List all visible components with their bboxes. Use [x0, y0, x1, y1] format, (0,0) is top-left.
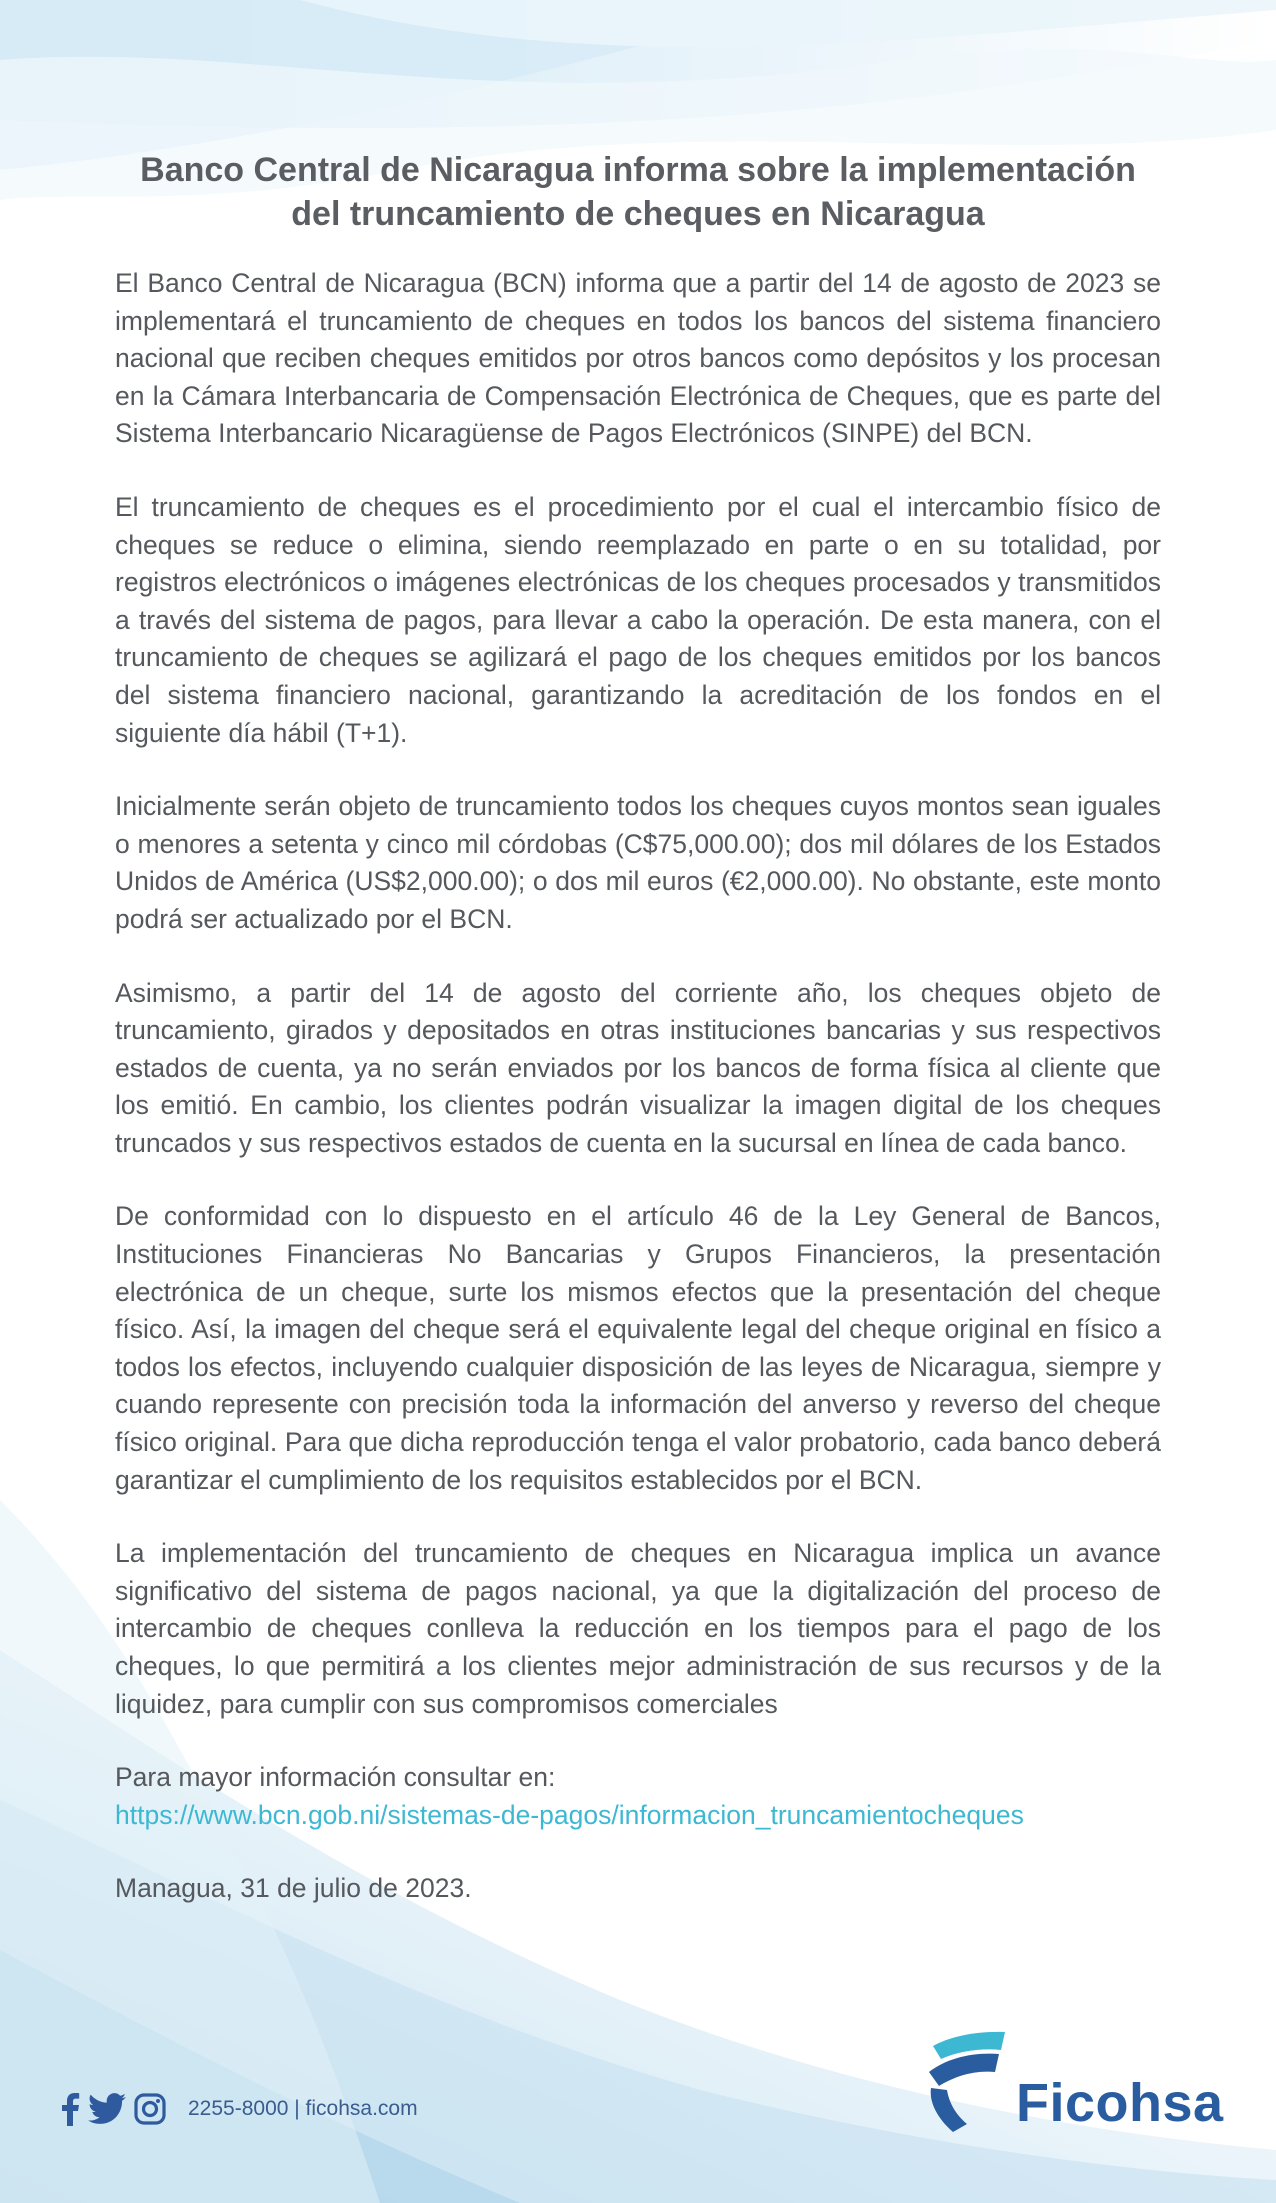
paragraph-3: Inicialmente serán objeto de truncamiento todos los cheques cuyos montos sean iguales o menores a setenta y cinco mil córdobas (C$75,000.00); dos mil dólares de los Estados Unidos de América (US$2,000.00); o dos mil euros (€2,000.00). No obstante, este monto podrá ser actualizado por el BCN. — [115, 791, 1161, 934]
ficohsa-logo — [925, 2028, 1225, 2138]
footer-social — [60, 2085, 418, 2133]
page-title — [115, 148, 1161, 236]
instagram-icon[interactable] — [134, 2093, 166, 2125]
article-body — [115, 265, 1161, 1944]
more-info — [115, 1759, 1161, 1834]
facebook-icon[interactable] — [60, 2092, 80, 2126]
brand-name: Ficohsa — [1016, 2073, 1224, 2133]
twitter-icon[interactable] — [88, 2093, 126, 2125]
ficohsa-logo-mark — [925, 2028, 1011, 2138]
paragraph-6: La implementación del truncamiento de cheques en Nicaragua implica un avance significativo del sistema de pagos nacional, ya que la digitalización del proceso de intercambio de cheques conlleva la reducción en los tiempos para el pago de los cheques, lo que permitirá a los clientes mejor administración de sus recursos y de la liquidez, para cumplir con sus compromisos comerciales — [115, 1538, 1161, 1719]
paragraph-2: El truncamiento de cheques es el procedimiento por el cual el intercambio físico de cheques se reduce o elimina, siendo reemplazado en parte o en su totalidad, por registros electrónicos o imágenes electrónicas de los cheques procesados y transmitidos a través del sistema de pagos, para llevar a cabo la operación. De esta manera, con el truncamiento de cheques se agilizará el pago de los cheques emitidos por los bancos del sistema financiero nacional, garantizando la acreditación de los fondos en el siguiente día hábil (T+1). — [115, 491, 1161, 748]
footer-contact: 2255-8000 | ficohsa.com — [188, 2097, 418, 2120]
more-info-label: Para mayor información consultar en: — [115, 1762, 556, 1793]
more-info-link[interactable]: https://www.bcn.gob.ni/sistemas-de-pagos/informacion_truncamientocheques — [115, 1799, 1024, 1830]
paragraph-5: De conformidad con lo dispuesto en el artículo 46 de la Ley General de Bancos, Instituciones Financieras No Bancarias y Grupos Financieros, la presentación electrónica de un cheque, surte los mismos efectos que la presentación del cheque físico. Así, la imagen del cheque será el equivalente legal del cheque original en físico a todos los efectos, incluyendo cualquier disposición de las leyes de Nicaragua, siempre y cuando represente con precisión toda la información del anverso y reverso del cheque físico original. Para que dicha reproducción tenga el valor probatorio, cada banco deberá garantizar el cumplimiento de los requisitos establecidos por el BCN. — [115, 1201, 1161, 1495]
title-line-2: del truncamiento de cheques en Nicaragua — [291, 195, 985, 233]
paragraph-1: El Banco Central de Nicaragua (BCN) informa que a partir del 14 de agosto de 2023 se implementará el truncamiento de cheques en todos los bancos del sistema financiero nacional que reciben cheques emitidos por otros bancos como depósitos y los procesan en la Cámara Interbancaria de Compensación Electrónica de Cheques, que es parte del Sistema Interbancario Nicaragüense de Pagos Electrónicos (SINPE) del BCN. — [115, 268, 1161, 449]
dateline: Managua, 31 de julio de 2023. — [115, 1873, 472, 1904]
title-line-1: Banco Central de Nicaragua informa sobre la implementación — [140, 151, 1136, 189]
paragraph-4: Asimismo, a partir del 14 de agosto del corriente año, los cheques objeto de truncamiento, girados y depositados en otras instituciones bancarias y sus respectivos estados de cuenta, ya no serán enviados por los bancos de forma física al cliente que los emitió. En cambio, los clientes podrán visualizar la imagen digital de los cheques truncados y sus respectivos estados de cuenta en la sucursal en línea de cada banco. — [115, 977, 1161, 1158]
